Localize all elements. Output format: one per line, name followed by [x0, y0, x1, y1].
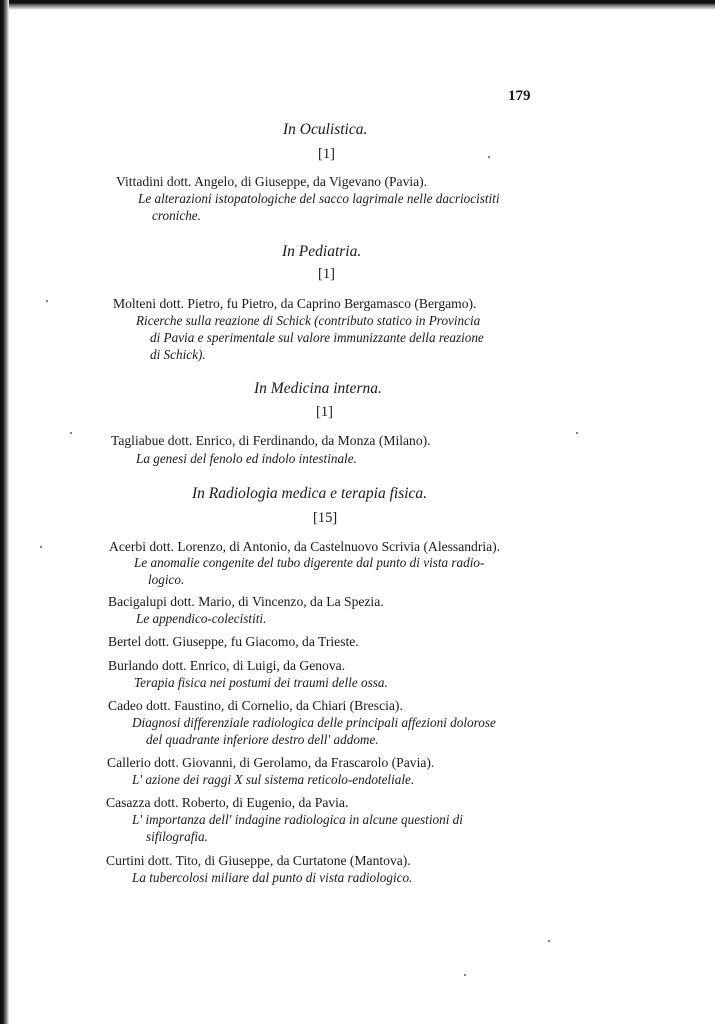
desc-line: La tubercolosi miliare dal punto di vista radiologico.: [132, 870, 413, 885]
section-title-pediatria: In Pediatria.: [282, 243, 362, 260]
entry-bacigalupi-desc: [136, 610, 266, 627]
entry-molteni: Molteni dott. Pietro, fu Pietro, da Caprino Bergamasco (Bergamo).: [113, 296, 477, 311]
entry-burlando: Burlando dott. Enrico, di Luigi, da Genova.: [108, 658, 346, 673]
entry-callerio-desc: [132, 771, 414, 788]
desc-line: Le appendico-colecistiti.: [136, 611, 267, 626]
entry-tagliabue: Tagliabue dott. Enrico, di Ferdinando, da Monza (Milano).: [111, 433, 431, 448]
section-title-oculistica: In Oculistica.: [283, 121, 368, 138]
scan-speck: [548, 940, 550, 942]
desc-line: logico.: [148, 572, 185, 587]
scan-speck: [70, 432, 72, 434]
desc-line: L' azione dei raggi X sul sistema reticolo-endoteliale.: [132, 772, 415, 787]
entry-acerbi-desc: [134, 554, 484, 588]
entry-cadeo: Cadeo dott. Faustino, di Cornelio, da Chiari (Brescia).: [108, 698, 403, 713]
entry-acerbi: Acerbi dott. Lorenzo, di Antonio, da Castelnuovo Scrivia (Alessandria).: [109, 539, 501, 554]
desc-line: di Pavia e sperimentale sul valore immunizzante della reazione: [150, 330, 484, 345]
entry-bacigalupi: Bacigalupi dott. Mario, di Vincenzo, da La Spezia.: [108, 594, 384, 609]
section-count-medicina-interna: [1]: [316, 404, 333, 420]
desc-line: sifilografia.: [146, 829, 208, 844]
entry-molteni-desc: [136, 312, 484, 363]
scan-speck: [488, 156, 490, 158]
entry-vittadini: Vittadini dott. Angelo, di Giuseppe, da Vigevano (Pavia).: [116, 174, 428, 189]
page-number: 179: [508, 88, 531, 104]
desc-line: croniche.: [152, 208, 201, 223]
scan-speck: [40, 546, 42, 548]
entry-burlando-desc: [134, 674, 388, 691]
section-count-oculistica: [1]: [318, 146, 335, 162]
entry-casazza-desc: [132, 811, 463, 845]
entry-curtini: Curtini dott. Tito, di Giuseppe, da Curtatone (Mantova).: [106, 853, 411, 868]
desc-line: L' importanza dell' indagine radiologica in alcune questioni di: [132, 812, 463, 827]
entry-callerio: Callerio dott. Giovanni, di Gerolamo, da Frascarolo (Pavia).: [107, 755, 435, 770]
entry-curtini-desc: [132, 869, 412, 886]
desc-line: Terapia fisica nei postumi dei traumi delle ossa.: [134, 675, 388, 690]
desc-line: Ricerche sulla reazione di Schick (contributo statico in Provincia: [136, 313, 481, 328]
section-count-pediatria: [1]: [318, 266, 335, 282]
desc-line: Le alterazioni istopatologiche del sacco lagrimale nelle dacriocistiti: [138, 191, 500, 206]
section-count-radiologia: [15]: [313, 510, 338, 526]
scan-speck: [576, 432, 578, 434]
desc-line: Le anomalie congenite del tubo digerente dal punto di vista radio-: [134, 555, 485, 570]
scan-speck: [46, 300, 48, 302]
desc-line: La genesi del fenolo ed indolo intestinale.: [136, 451, 357, 466]
desc-line: Diagnosi differenziale radiologica delle principali affezioni dolorose: [132, 715, 496, 730]
desc-line: del quadrante inferiore destro dell' addome.: [146, 732, 379, 747]
desc-line: di Schick).: [150, 347, 206, 362]
entry-cadeo-desc: [132, 714, 496, 748]
entry-casazza: Casazza dott. Roberto, di Eugenio, da Pavia.: [106, 795, 349, 810]
section-title-radiologia: In Radiologia medica e terapia fisica.: [192, 485, 428, 502]
section-title-medicina-interna: In Medicina interna.: [254, 380, 382, 397]
entry-tagliabue-desc: [136, 450, 357, 467]
entry-bertel: Bertel dott. Giuseppe, fu Giacomo, da Trieste.: [108, 634, 359, 649]
scan-speck: [464, 974, 466, 976]
entry-vittadini-desc: [138, 190, 500, 224]
